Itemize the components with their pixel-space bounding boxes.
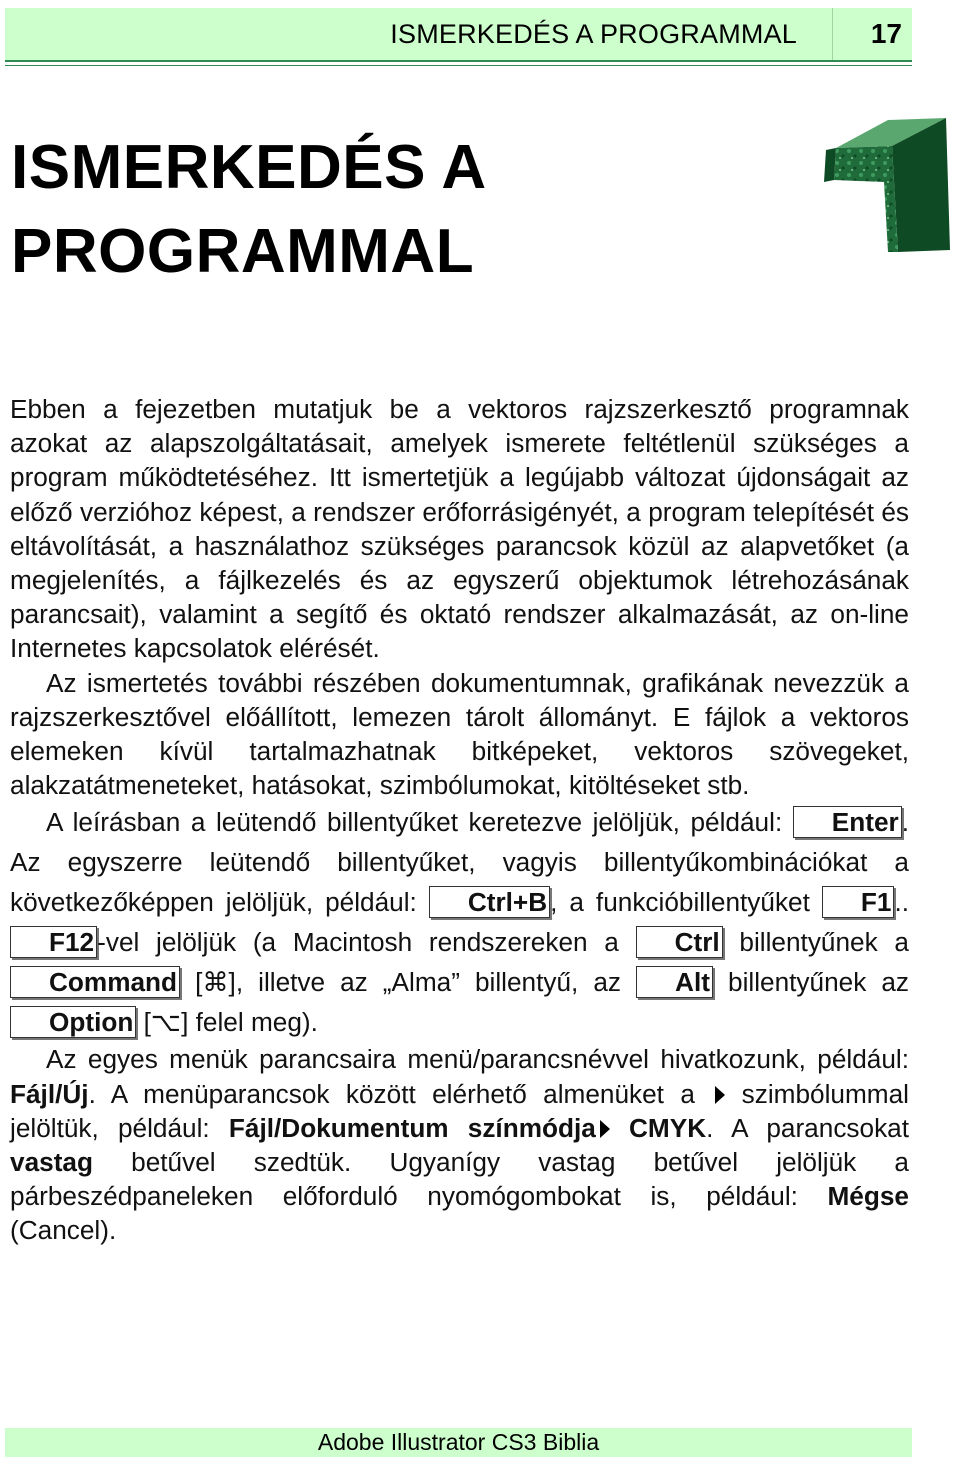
- key-enter: Enter: [793, 806, 902, 838]
- key-f12: F12: [10, 926, 97, 958]
- chapter-title-line-1: ISMERKEDÉS A: [11, 133, 487, 202]
- key-alt: Alt: [636, 966, 713, 998]
- menu-ref-document-color-mode: Fájl/Dokumentum színmódja: [228, 1112, 596, 1143]
- key-command: Command: [10, 966, 180, 998]
- page-number: 17: [870, 18, 902, 49]
- text-run: -vel jelöljük (a Macintosh rendszereken a: [97, 927, 636, 958]
- text-run: . Az egyszerre leütendő billentyűket, vagyis billentyűkombinációkat a következőképpen jelöljük, például:: [10, 807, 909, 918]
- header-title: ISMERKEDÉS A PROGRAMMAL: [390, 19, 797, 49]
- submenu-arrow-icon: [715, 1086, 725, 1104]
- text-run: billentyűnek az: [712, 967, 909, 998]
- header-divider: [832, 8, 833, 60]
- paragraph-terms: Az ismertetés további részében dokumentumnak, grafikának nevezzük a rajzszerkesztővel előállított, lemezen tárolt állományt. E fájlok a vektoros elemeken kívül tartalmazhatnak bitképeket, vektoros szövegeket, alakzatátmeneteket, hatásokat, szimbólumokat, kitöltéseket stb.: [10, 667, 909, 801]
- text-run: ..: [894, 887, 909, 918]
- chapter-title-line-2: PROGRAMMAL: [11, 217, 475, 286]
- paragraph-intro: Ebben a fejezetben mutatjuk be a vektoros rajzszerkesztő programnak azokat az alapszolgáltatásait, amelyek ismerete feltétlenül szükséges a program működtetéséhez. Itt ismertetjük a legújabb változat újdonságait az előző verzióhoz képest, a rendszer erőforrásigényét, a program telepítését és eltávolítását, a használathoz szükséges parancsok közül az alapvetőket (a megjelenítés, a fájlkezelés és az egyszerű objektumok létrehozásának parancsait), valamint a segítő és oktató rendszer alkalmazását, az on-line Internetes kapcsolatok elérését.: [10, 394, 909, 664]
- key-ctrl-b: Ctrl+B: [429, 886, 550, 918]
- body-text: [10, 392, 909, 1248]
- text-run: Az egyes menük parancsaira menü/parancsnévvel hivatkozunk, például:: [46, 1044, 909, 1075]
- text-run: [⌥] felel meg).: [136, 1007, 318, 1038]
- text-run: (Cancel).: [10, 1215, 117, 1246]
- text-run: . A parancsokat: [706, 1112, 909, 1143]
- running-header: [5, 8, 912, 62]
- key-option: Option: [10, 1006, 136, 1038]
- text-run: , a funkcióbillentyűket: [550, 887, 822, 918]
- bold-word-vastag: vastag: [10, 1147, 93, 1178]
- text-run: A leírásban a leütendő billentyűket keretezve jelöljük, például:: [46, 807, 793, 838]
- key-f1: F1: [822, 886, 895, 918]
- text-run: szimbólummal jelöltük, például:: [10, 1078, 909, 1143]
- menu-ref-file-new: Fájl/Új: [10, 1078, 89, 1109]
- text-run: . A menüparancsok között elérhető almenüket a: [88, 1078, 712, 1109]
- chapter-title: [11, 126, 791, 294]
- paragraph-keys: [10, 802, 909, 1042]
- text-run: [⌘], illetve az „Alma” billentyű, az: [180, 967, 637, 998]
- text-run: betűvel szedtük. Ugyanígy vastag betűvel jelöljük a párbeszédpaneleken előforduló nyomógombokat is, például:: [10, 1147, 909, 1212]
- text-run: billentyűnek a: [722, 927, 909, 958]
- submenu-arrow-icon: [600, 1120, 610, 1138]
- button-ref-cancel: Mégse: [827, 1181, 909, 1212]
- paragraph-menus: [10, 1042, 909, 1247]
- running-footer: Adobe Illustrator CS3 Biblia: [5, 1428, 912, 1457]
- stone-number-one-icon: [822, 112, 954, 254]
- menu-ref-cmyk: CMYK: [629, 1112, 707, 1143]
- key-ctrl: Ctrl: [636, 926, 723, 958]
